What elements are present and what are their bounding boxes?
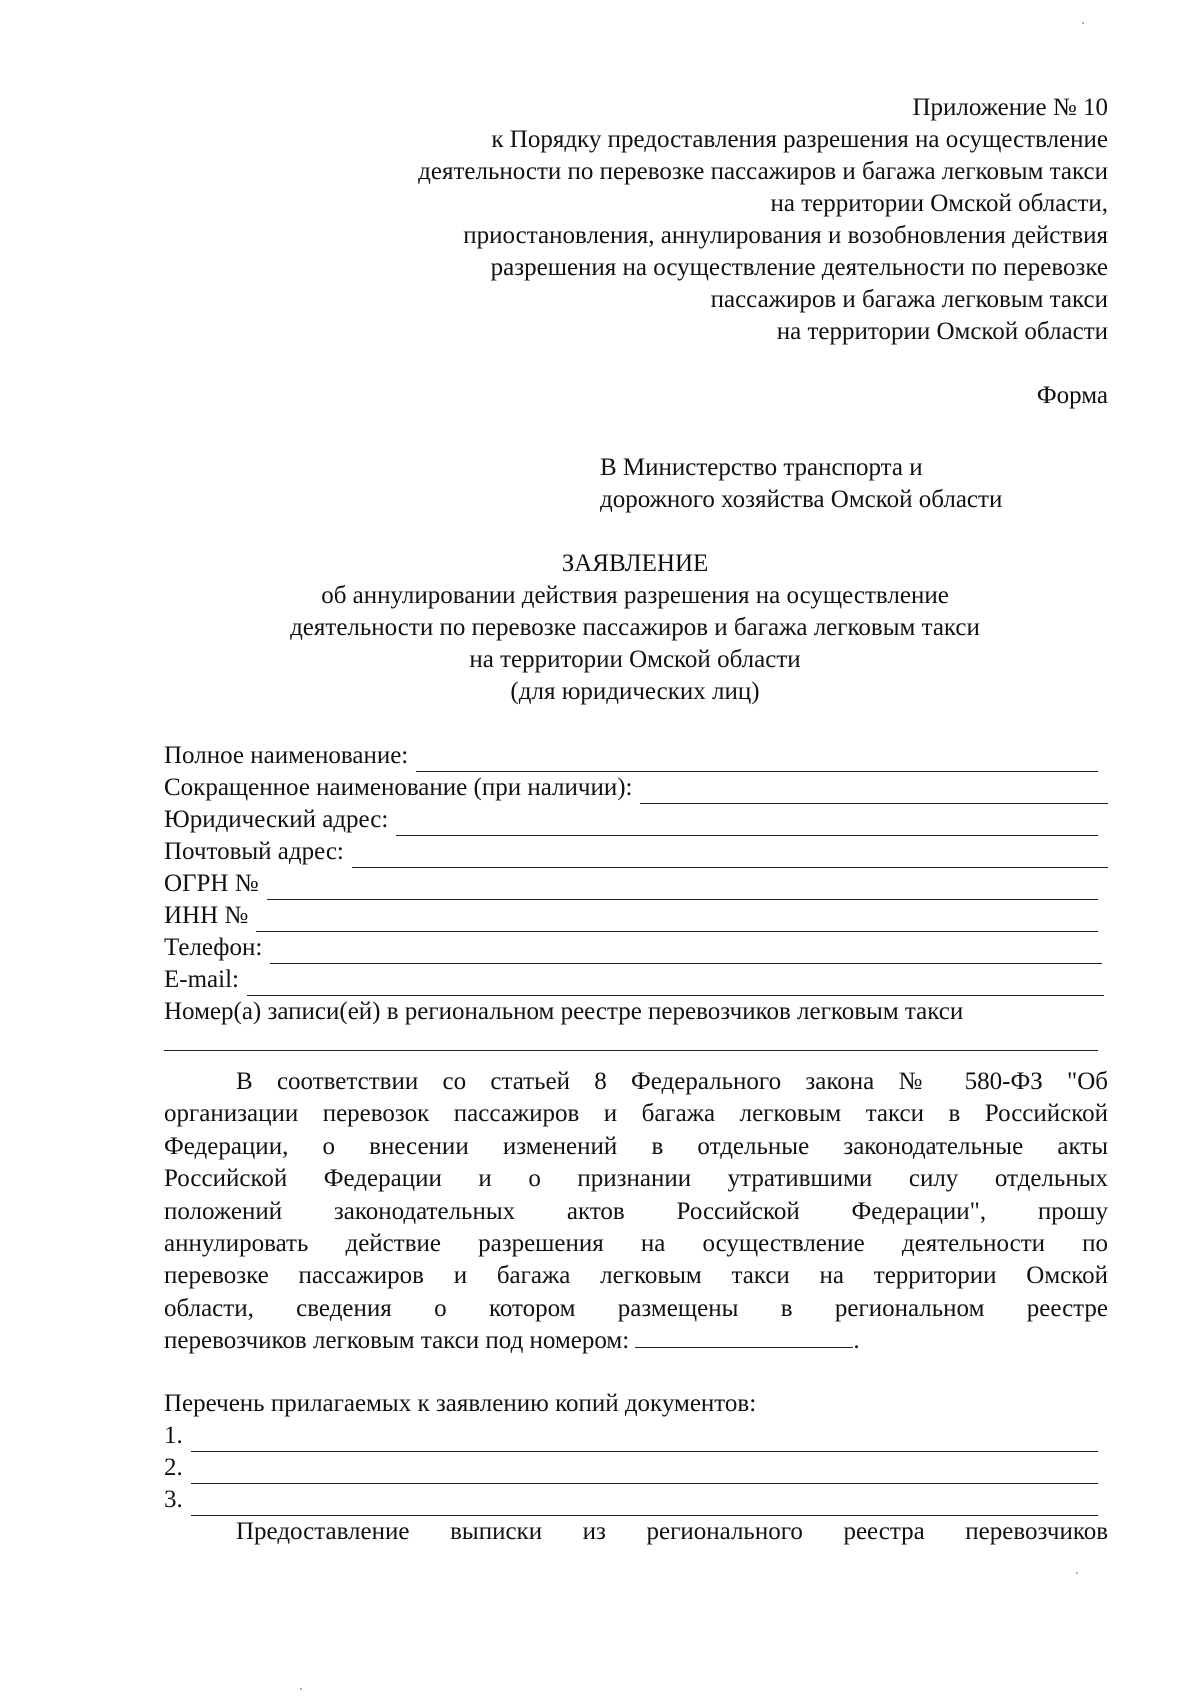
attachment-number: 2.	[164, 1454, 183, 1481]
registry-record-blank[interactable]	[164, 1050, 1098, 1051]
postal-address-blank[interactable]	[352, 845, 1108, 868]
addressee-line: дорожного хозяйства Омской области	[600, 486, 1003, 513]
appendix-line: приостановления, аннулирования и возобновления действия	[463, 222, 1108, 249]
scan-speck	[1082, 22, 1084, 24]
document-subtitle-line: (для юридических лиц)	[510, 678, 760, 705]
paragraph-line: Предоставление выписки из регионального реестра перевозчиков	[236, 1518, 1108, 1545]
attachment-number: 3.	[164, 1486, 183, 1513]
attachment-blank[interactable]	[191, 1493, 1098, 1516]
ogrn-field[interactable]	[164, 868, 1098, 900]
attachment-blank[interactable]	[191, 1461, 1098, 1484]
appendix-line: пассажиров и багажа легковым такси	[710, 286, 1108, 313]
paragraph-line: Федерации, о внесении изменений в отдельные законодательные акты	[164, 1132, 1108, 1160]
form-label: Форма	[1036, 382, 1108, 409]
inn-blank[interactable]	[256, 909, 1098, 932]
appendix-line: разрешения на осуществление деятельности по перевозке	[490, 254, 1108, 281]
permit-number-blank[interactable]	[635, 1325, 853, 1348]
short-name-blank[interactable]	[640, 781, 1108, 804]
appendix-line: к Порядку предоставления разрешения на осуществление	[491, 126, 1108, 153]
paragraph-line: перевозчиков легковым такси под номером:	[164, 1327, 630, 1355]
registry-record-label: Номер(а) записи(ей) в региональном реестре перевозчиков легковым такси	[164, 998, 964, 1025]
ogrn-blank[interactable]	[267, 877, 1098, 900]
document-title: ЗАЯВЛЕНИЕ	[561, 550, 709, 577]
legal-address-blank[interactable]	[396, 813, 1098, 836]
paragraph-line: организации перевозок пассажиров и багажа легковым такси в Российской	[164, 1100, 1108, 1128]
paragraph-line: положений законодательных актов Российской Федерации", прошу	[164, 1197, 1108, 1225]
paragraph-line: Российской Федерации и о признании утратившими силу отдельных	[164, 1165, 1108, 1193]
appendix-line: деятельности по перевозке пассажиров и багажа легковым такси	[418, 158, 1108, 185]
paragraph-end-punct: .	[853, 1327, 860, 1355]
attachment-item[interactable]	[164, 1484, 1098, 1516]
paragraph-last-line	[164, 1325, 1108, 1357]
appendix-number: Приложение № 10	[912, 94, 1108, 121]
document-subtitle-line: деятельности по перевозке пассажиров и багажа легковым такси	[290, 614, 980, 641]
tail-paragraph	[164, 1516, 1108, 1548]
phone-field[interactable]	[164, 932, 1102, 964]
short-name-field[interactable]	[164, 772, 1108, 804]
addressee-line: В Министерство транспорта и	[600, 454, 923, 481]
ogrn-label: ОГРН №	[164, 870, 259, 897]
postal-address-field[interactable]	[164, 836, 1108, 868]
scan-speck	[300, 1688, 302, 1690]
legal-address-field[interactable]	[164, 804, 1098, 836]
inn-label: ИНН №	[164, 902, 249, 929]
paragraph-line: области, сведения о котором размещены в региональном реестре	[164, 1294, 1108, 1322]
full-name-field[interactable]	[164, 740, 1098, 772]
request-paragraph	[164, 1066, 1108, 1358]
paragraph-line: аннулировать действие разрешения на осуществление деятельности по	[164, 1229, 1108, 1257]
paragraph-line: В соответствии со статьей 8 Федерального закона № 580-ФЗ "Об	[236, 1068, 1108, 1095]
full-name-blank[interactable]	[416, 749, 1098, 772]
legal-address-label: Юридический адрес:	[164, 806, 389, 833]
attachments-heading: Перечень прилагаемых к заявлению копий документов:	[164, 1390, 757, 1417]
postal-address-label: Почтовый адрес:	[164, 838, 344, 865]
email-field[interactable]	[164, 964, 1104, 996]
document-subtitle-line: на территории Омской области	[469, 646, 801, 673]
document-subtitle-line: об аннулировании действия разрешения на осуществление	[321, 582, 949, 609]
scan-speck	[1076, 1572, 1078, 1574]
phone-label: Телефон:	[164, 934, 263, 961]
attachment-item[interactable]	[164, 1452, 1098, 1484]
phone-blank[interactable]	[270, 941, 1102, 964]
appendix-line: на территории Омской области,	[770, 190, 1108, 217]
attachment-item[interactable]	[164, 1420, 1098, 1452]
inn-field[interactable]	[164, 900, 1098, 932]
email-label: E-mail:	[164, 966, 239, 993]
full-name-label: Полное наименование:	[164, 742, 409, 769]
attachment-blank[interactable]	[191, 1429, 1098, 1452]
appendix-line: на территории Омской области	[776, 318, 1108, 345]
attachment-number: 1.	[164, 1422, 183, 1449]
paragraph-line: перевозке пассажиров и багажа легковым такси на территории Омской	[164, 1262, 1108, 1290]
email-blank[interactable]	[247, 973, 1104, 996]
short-name-label: Сокращенное наименование (при наличии):	[164, 774, 633, 801]
